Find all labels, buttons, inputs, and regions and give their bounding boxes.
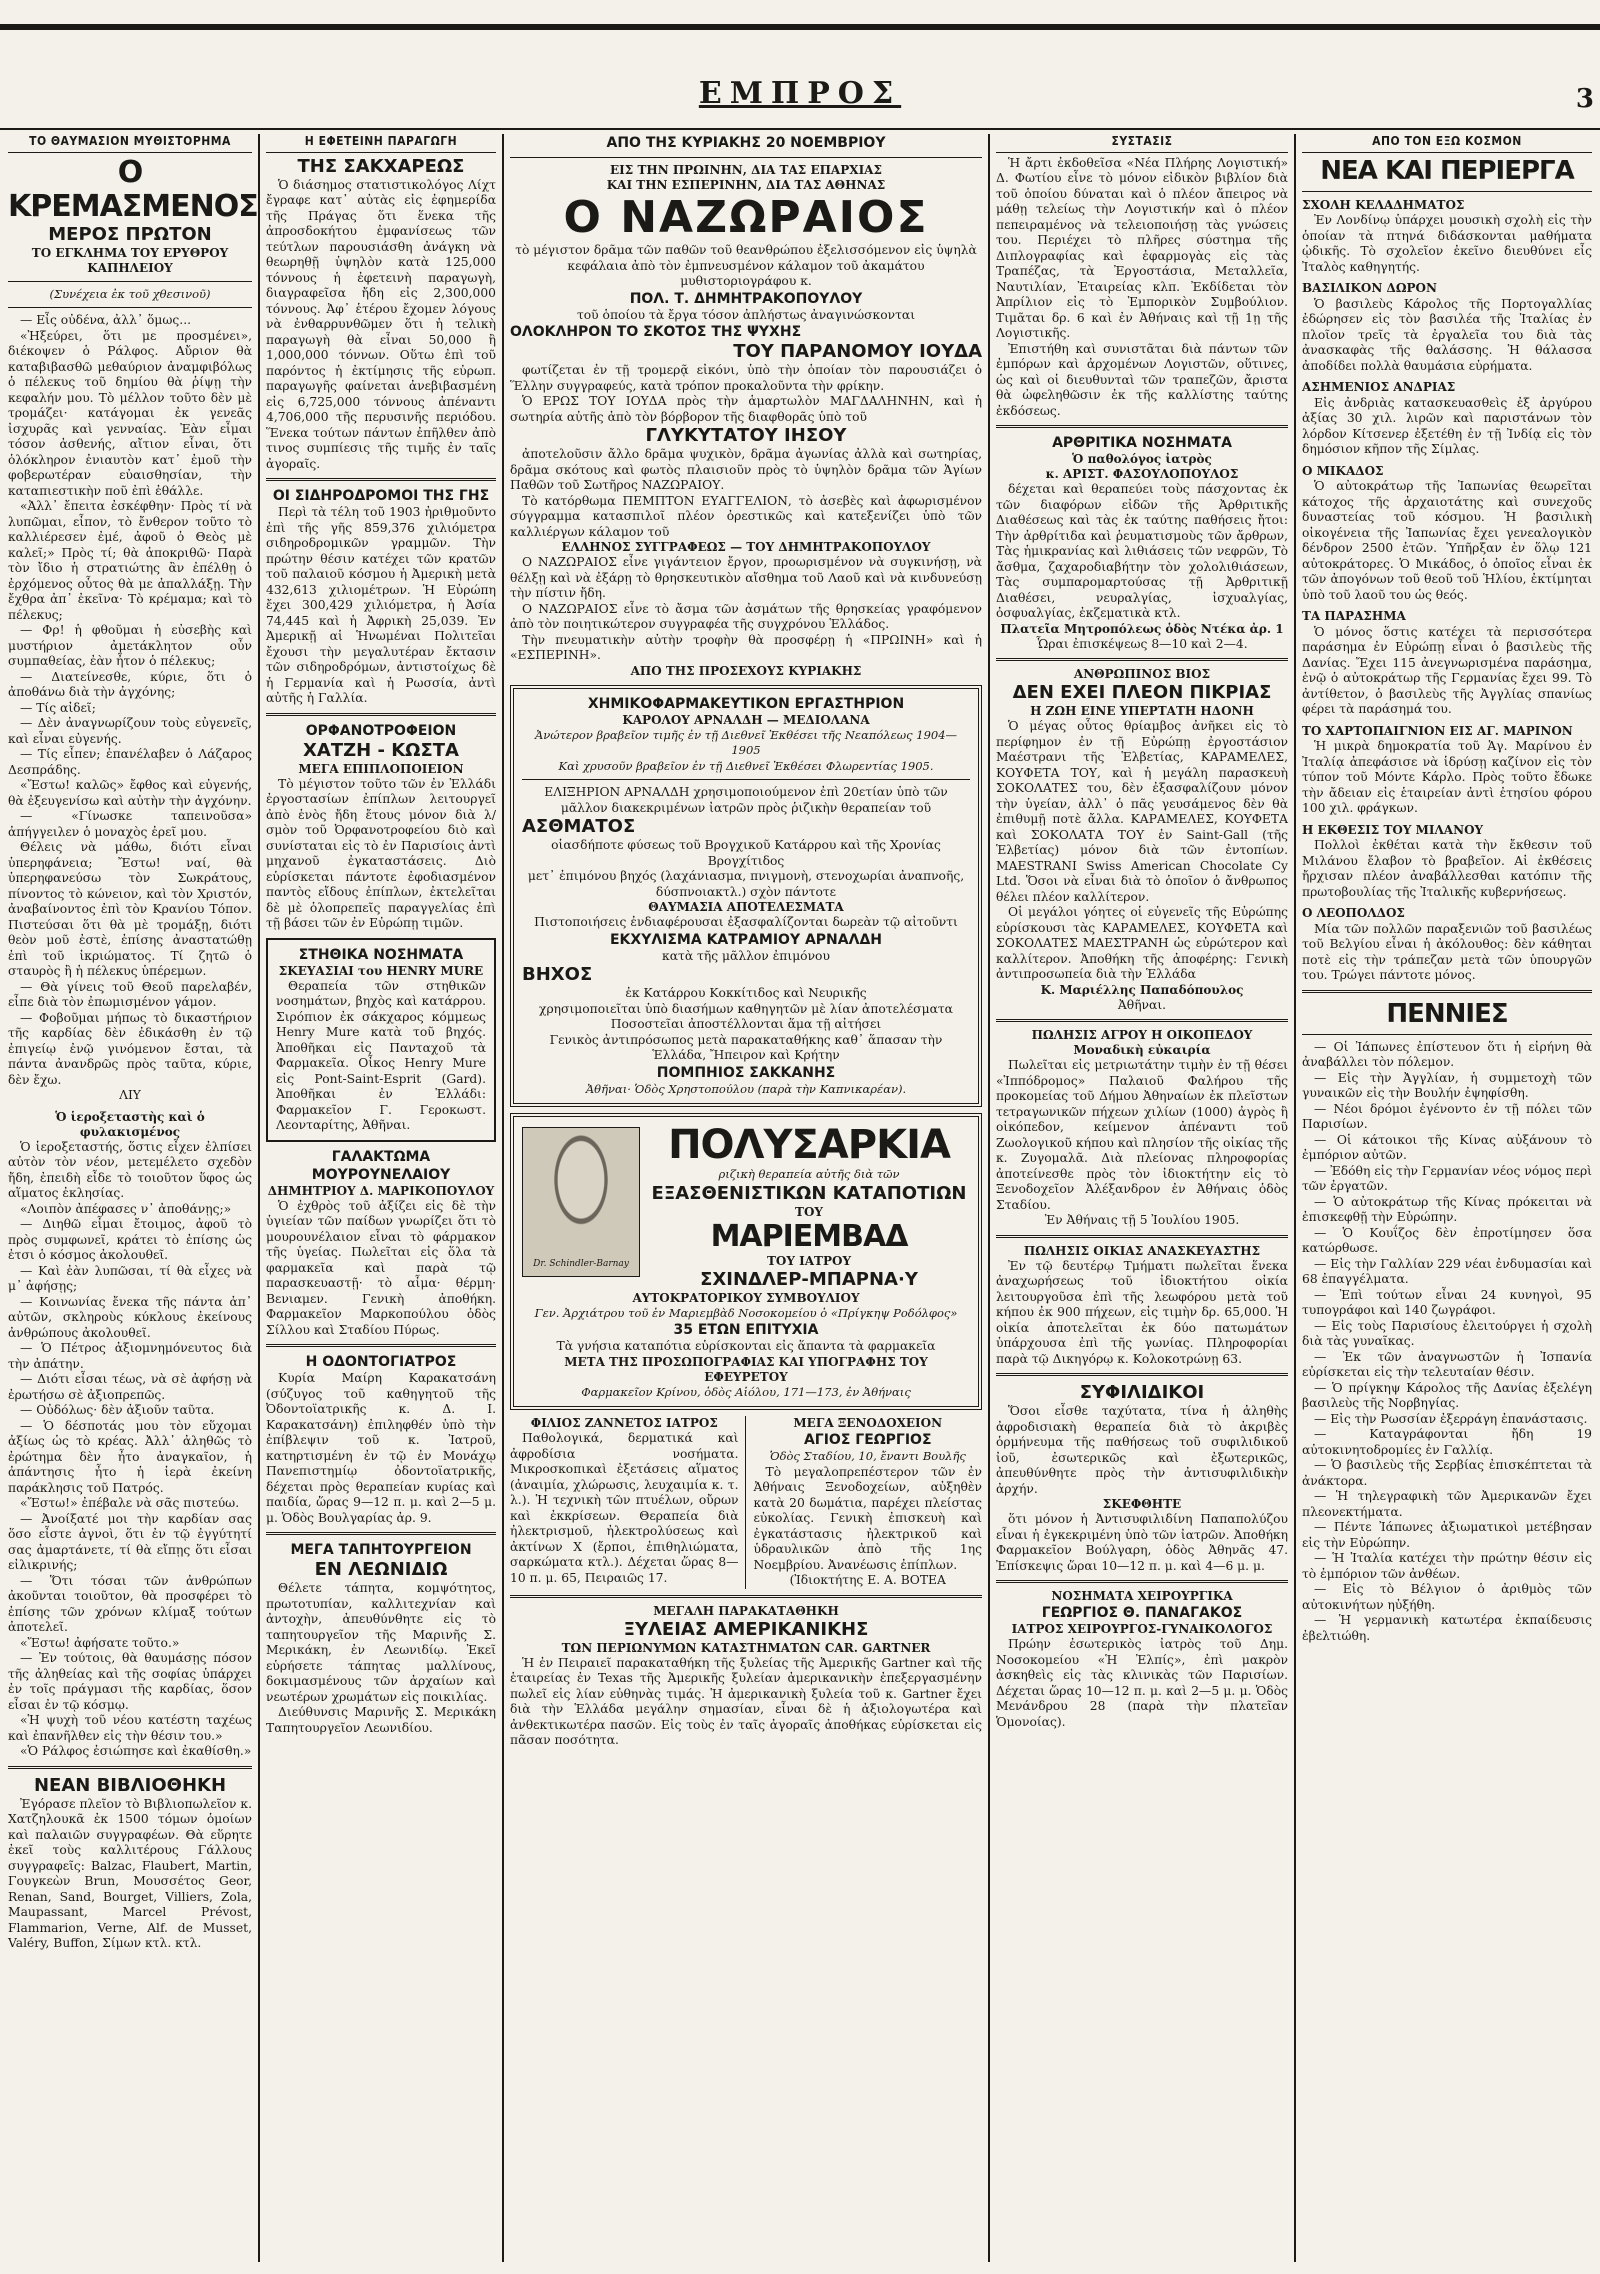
paragraph: — Κοινωνίας ἔνεκα τῆς πάντα ἀπ᾽ αὐτῶν, σκληροὺς κύκλους ἐκείνους ἀνθρώπους ἀκολουθεῖ.	[8, 1294, 252, 1340]
page-number: 3	[1575, 84, 1594, 114]
library-text: Ἐγόρασε πλεῖον τὸ Βιβλιοπωλεῖον κ. Χατζηλουκᾶ ἐκ 1500 τόμων ὁμοίων καὶ παλαιῶν συγγραφέων. Θὰ εὕρητε ἐκεῖ τοὺς καλλιτέρους Γάλλους συγγραφεῖς: Balzac, Flaubert, Martin, Γουγκεὼν Brun, Μουσσέτος Geor, Renan, Sand, Bourget, Villiers, Zola, Maupassant, Μarcel Prévost, Flammarion, Verne, Alf. de Musset, Valéry, Buffon, Σίμων κτλ. κτλ.	[8, 1796, 252, 1950]
hotel-address: Ὁδὸς Σταδίου, 10, ἔναντι Βουλῆς	[769, 1449, 966, 1463]
news-item	[1302, 464, 1592, 604]
nazoraios-desc: Ο ΝΑΖΩΡΑΙΟΣ εἶνε γιγάντειον ἔργον, προωρισμένον νὰ συγκινήσῃ, νὰ θέλξῃ καὶ νὰ ἐξάρῃ τὸ θρησκευτικὸν αἴσθημα τοῦ Λαοῦ καὶ νὰ κινδυνεύσῃ τὴν πίστιν ἤδη.	[510, 555, 982, 600]
penny-item: — Οἱ κάτοικοι τῆς Κίνας αὐξάνουν τὸ ἐμπόριον αὐτῶν.	[1302, 1132, 1592, 1162]
doctor-portrait	[522, 1127, 640, 1277]
chapter-subtitle: Ὁ ἱεροξεταστὴς καὶ ὁ φυλακισμένος	[55, 1109, 205, 1139]
paragraph: «Λοιπὸν ἀπέφασες ν᾽ ἀποθάνῃς;»	[20, 1201, 232, 1216]
news-item-text: Πολλοὶ ἐκθέται κατὰ τὴν ἔκθεσιν τοῦ Μιλάνου ἔλαβον τὸ βραβεῖον. Αἱ ἐκθέσεις ἤρχισαν πλέον ἀναβάλλεσθαι κατόπιν τῆς πρωτοβουλίας τῆς Ἰταλικῆς κυβερνήσεως.	[1302, 838, 1592, 899]
recommendation-text: Ἐπιστήθη καὶ συνιστᾶται διὰ πάντων τῶν ἐμπόρων καὶ ἀρχομένων Λογιστῶν, οὕτινες, ὡς καὶ οἱ διευθυνταὶ τῶν τραπεζῶν, ἄριστα θὰ ὠφεληθῶσιν ἐκ τῆς καλλίστης ταύτης ἐκδόσεως.	[996, 341, 1288, 418]
nazoraios-author: ΠΟΛ. Τ. ΔΗΜΗΤΡΑΚΟΠΟΥΛΟΥ	[629, 290, 863, 307]
section-kicker: ΤΟ ΘΑΥΜΑΣΙΟΝ ΜΥΘΙΣΤΟΡΗΜΑ	[8, 134, 252, 153]
nazoraios-darkness: ΟΛΟΚΛΗΡΟΝ ΤΟ ΣΚΟΤΟΣ ΤΗΣ ΨΥΧΗΣ	[510, 324, 802, 340]
dentist-title: Η ΟΔΟΝΤΟΓΙΑΤΡΟΣ	[305, 1354, 457, 1370]
penny-item: — Ἡ γερμανικὴ κατωτέρα ἐκπαίδευσις ἐβελτιώθη.	[1302, 1613, 1592, 1643]
news-item-lead: Η ΕΚΘΕΣΙΣ ΤΟΥ ΜΙΛΑΝΟΥ	[1302, 822, 1484, 837]
hotel-title: ΜΕΓΑ ΞΕΝΟΔΟΧΕΙΟΝ	[793, 1416, 943, 1430]
land-title: ΠΩΛΗΣΙΣ ΑΓΡΟΥ Η ΟΙΚΟΠΕΔΟΥ	[1031, 1028, 1253, 1042]
world-title: ΝΕΑ ΚΑΙ ΠΕΡΙΕΡΓΑ	[1320, 155, 1574, 186]
paragraph: «Ἔστω! καλῶς» ἔφθος καὶ εὐγενής, θὰ ἐξευγενίσω καὶ αὐτὴν τὴν ἀγχόνην.	[8, 778, 252, 808]
nazoraios-desc: ἀποτελοῦσιν ἄλλο δρᾶμα ψυχικὸν, δρᾶμα ἀγωνίας ἀλλὰ καὶ σωτηρίας, δρᾶμα σκότους καὶ φωτὸς πλαισιοῦν πρὸς τὸ ὑψηλὸν δρᾶμα τῶν Ἁγίων Παθῶν τοῦ Σωτῆρος ΝΑΖΩΡΑΙΟΥ.	[510, 447, 982, 492]
cod-oil-subtitle: ΔΗΜΗΤΡΙΟΥ Δ. ΜΑΡΙΚΟΠΟΥΛΟΥ	[267, 1183, 495, 1198]
penny-item: — Εἰς τὴν Ρωσσίαν ἐξερράγη ἐπανάστασις.	[1314, 1411, 1588, 1426]
news-item-text: Ὁ μόνος ὅστις κατέχει τὰ περισσότερα παράσημα ἐν Εὐρώπῃ εἶναι ὁ βασιλεὺς τῆς Δανίας. Ἔχει 115 ἀνεγνωρισμένα παράσημα, ἐνῷ ὁ αὐτοκράτωρ τῆς Γερμανίας ἔχει 99. Τὸ ἀντίθετον, ὁ βασιλεὺς τῆς Ἀγγλίας σπανίως φέρει τὰ παράσημά του.	[1302, 624, 1592, 716]
penny-item: — Ὁ πρίγκηψ Κάρολος τῆς Δανίας ἐξελέγη βασιλεὺς τῆς Νορβηγίας.	[1302, 1380, 1592, 1410]
hotel-name: ΑΓΙΟΣ ΓΕΩΡΓΙΟΣ	[803, 1432, 932, 1448]
arthritis-title: ΑΡΘΡΙΤΙΚΑ ΝΟΣΗΜΑΤΑ	[1052, 435, 1232, 451]
pennies-title: ΠΕΝΝΙΕΣ	[1386, 998, 1508, 1029]
column-news	[260, 134, 504, 2262]
obesity-text: ΑΥΤΟΚΡΑΤΟΡΙΚΟΥ ΣΥΜΒΟΥΛΙΟΥ	[632, 1290, 860, 1305]
paragraph: — Ὅτι τόσαι τῶν ἀνθρώπων ἀκοῦνται τοιοῦτον, θὰ προσφέρει τὸ ἐπίσης τῶν χρόνων κλίμαξ τούτων ἀποτελεῖ.	[8, 1573, 252, 1634]
obesity-text: ριζικὴ θεραπεία αὐτῆς διὰ τῶν	[718, 1167, 900, 1181]
lab-text: Γενικὸς ἀντιπρόσωπος μετὰ παρακαταθήκης καθ᾽ ἅπασαν τὴν Ἑλλάδα, Ἤπειρον καὶ Κρήτην	[549, 1032, 943, 1062]
paragraph: «Ἠξεύρει, ὅτι με προσμένει», διέκοψεν ὁ Ράλφος. Αὔριον θὰ καταβιβασθῶ μεθαύριον ἀναμφιβόλως ὁ πέλεκυς τοῦ δημίου θὰ ῥίψῃ τὴν κεφαλήν μου. Τὸ μέλλον τοῦτο δὲν μὲ τρομάζει· κατάγομαι ἐκ γενεᾶς ἰσχυρᾶς καὶ γενναίας. Ἐὰν εἶμαι τόσον ἀσθενής, αἴτιον εἶναι, ὅτι ὁλόκληρον ἐνιαυτὸν κατ᾽ ἐμοῦ τὴν φοβερωτέραν εὐαισθησίαν, τὴν καταπιεστικὴν ποῦ ἐπὶ ἐθάλλε.	[8, 328, 252, 498]
chest-ad-subtitle: ΣΚΕΥΑΣΙΑΙ του HENRY MURE	[278, 963, 484, 978]
masthead	[0, 70, 1600, 130]
penny-item: — Ὁ βασιλεὺς τῆς Σερβίας ἐπισκέπτεται τὰ ἀνάκτορα.	[1302, 1458, 1592, 1488]
carpet-subtitle: ΕΝ ΛΕΩΝΙΔΙΩ	[314, 1559, 448, 1580]
life-text: Οἱ μεγάλοι γόητες οἱ εὐγενεῖς τῆς Εὐρώπης εὑρίσκουσι τὰς ΚΑΡΑΜΕΛΕΣ, ΚΟΥΦΕΤΑ καὶ ΣΟΚΟΛΑΤΕΣ ΜΑΕΣΤΡΑΝΗ ὡς εὐρώτερον καὶ καλλίτερον. Ἀποθήκη τῆς ἀποφέρης: Γενικὴ ἀντιπροσωπεία διὰ τὴν Ἑλλάδα	[996, 905, 1288, 981]
lab-text: Πιστοποιήσεις ἐνδιαφέρουσαι ἐξασφαλίζονται δωρεὰν τῷ αἰτοῦντι	[534, 915, 958, 929]
orphanage-subtitle: ΜΕΓΑ ΕΠΙΠΛΟΠΟΙΕΙΟΝ	[298, 761, 464, 776]
lab-text: μετ᾽ ἐπιμόνου βηχός (λαχάνιασμα, πνιγμονὴ, στενοχωρίαι ἀναπνοῆς, δύσπνοιακτλ.) σχὸν πάντοτε	[527, 869, 965, 899]
nazoraios-title: Ο ΝΑΖΩΡΑΙΟΣ	[563, 192, 929, 243]
top-rule	[0, 0, 1600, 30]
paragraph: — Διότι εἶσαι τέως, νὰ σὲ ἀφήσῃ νὰ ἐρωτήσω σὲ ἀξιοπρεπῶς.	[8, 1372, 252, 1402]
novel-title: Ο ΚΡΕΜΑΣΜΕΝΟΣ	[8, 154, 258, 224]
syphilis-text: ὅτι μόνον ἡ Ἀντισυφιλιδίνη Παπαπολύζου εἶναι ἡ ἐγκεκριμένη ὑπὸ τῶν ἰατρῶν. Ἀποθήκη Φαρμακεῖον Βούλγαρη, ὁδὸς Ἀθηνᾶς 47. Ἐπίσκεψις ὥραι 10—12 π. μ. καὶ 4—6 μ. μ.	[996, 1512, 1288, 1573]
penny-item: — Εἰς τοὺς Παρισίους ἐλειτούργει ἡ σχολὴ διὰ τὰς γυναῖκας.	[1302, 1318, 1592, 1348]
column-world-news	[1296, 134, 1598, 2262]
paragraph: — Φοβοῦμαι μήπως τὸ δικαστήριον τῆς καρδίας δὲν ἐδικάσθη ἐν τῷ ἐπιγείῳ ἐνῷ γινόμενον ἔσται, τὰ πάντα ἀνανδρῶς πρὸς ταῦτα, κύριε, δὲν ἔχω.	[8, 1010, 252, 1087]
lab-text: ἐκ Κατάρρου Κοκκίτιδος καὶ Νευρικῆς	[625, 986, 867, 1000]
life-text: Ὁ μέγας οὗτος θρίαμβος ἀνῆκει εἰς τὸ περίφημον ἐν τῇ Εὐρώπῃ ἐργοστάσιον Μαέστρανι τῆς Ἑλβετίας, ΚΑΡΑΜΕΛΕΣ, ΚΟΥΦΕΤΑ ΤΟΥ, καὶ ἡ μεγάλη παρασκευὴ ΣΟΚΟΛΑΤΕΣ του, δὲν ἐξασφαλίζουν μόνον τὴν ὑγείαν, ἀλλ᾽ ὁ πᾶς γευσάμενος δὲν θὰ ἐπιθυμῇ ποτὲ ἄλλα. ΚΑΡΑΜΕΛΕΣ, ΚΟΥΦΕΤΑ καὶ ΣΟΚΟΛΑΤΑ ΤΟΥ ἐν Saint-Gall (τῆς Ἑλβετίας) μόνον διὰ τῶν ἐντοπίων. MAESTRANI Swiss American Chocolate Cy Ltd. Ὅσοι νὰ εἶναι διὰ τὸ ὁποῖον ὁ ἄνθρωπος θέλει πλέον καλλίτερον.	[996, 719, 1288, 904]
penny-item: — Οἱ Ἰάπωνες ἐπίστευον ὅτι ἡ εἰρήνη θὰ ἀναβάλλει τὸν πόλεμον.	[1302, 1039, 1592, 1069]
dentist-text: Κυρία Μαίρη Καρακατσάνη (σύζυγος τοῦ καθηγητοῦ τῆς Ὀδοντοϊατρικῆς κ. Δ. Ι. Καρακατσάνη) ἐπιληφθέν ὑπὸ τὴν ἐπίβλεψιν τοῦ κ. Ἰατροῦ, κατηρτισμένη ἐν τῷ ἐν Μονάχῳ Πανεπιστημίῳ ὀδοντοϊατρικῆς, δέχεται πρὸς θεραπείαν κυρίας καὶ παιδία, ὥρας 9—12 π. μ. καὶ 2—5 μ. μ. Ὁδὸς Βουλγαρίας ἀρ. 9.	[266, 1371, 496, 1525]
chest-disease-ad	[266, 938, 496, 1142]
house-title: ΠΩΛΗΣΙΣ ΟΙΚΙΑΣ ΑΝΑΣΚΕΥΑΣΤΗΣ	[1023, 1243, 1261, 1258]
novel-subtitle: ΤΟ ΕΓΚΛΗΜΑ ΤΟΥ ΕΡΥΘΡΟΥ ΚΑΠΗΛΕΙΟΥ	[31, 245, 229, 275]
lab-asthma: ΑΣΘΜΑΤΟΣ	[522, 816, 636, 837]
nazoraios-desc: Τὴν πνευματικὴν αὐτὴν τροφὴν θὰ προσφέρῃ ἡ «ΠΡΩΙΝΗ» καὶ ἡ «ΕΣΠΕΡΙΝΗ».	[510, 632, 982, 662]
news-item-text: Ἡ μικρὰ δημοκρατία τοῦ Ἁγ. Μαρίνου ἐν Ἰταλίᾳ ἀπεφάσισε νὰ ἱδρύσῃ καζίνον εἰς τὸν τύπον τοῦ Μόντε Κάρλο. Πρὸς τοῦτο ἔδωκε τὴν ἄδειαν εἰς ἑταιρείαν ἀντὶ ἐτησίου φόρου 100 χιλ. φράγκων.	[1302, 739, 1592, 815]
sugar-text: Ὁ διάσημος στατιστικολόγος Λίχτ ἔγραφε κατ᾽ αὐτὰς εἰς ἐφημερίδα τῆς Πράγας ὅτι ἕνεκα τῆς ἀπροσδοκήτου ἐμφανίσεως τῶν τεύτλων παρουσιάσθη ἀνάγκη νὰ θεωρηθῇ ὑψηλὸν κατὰ 125,000 τόννους ἡ ἐφετεινὴ παραγωγὴ, διαγραφεῖσα ἤδη εἰς 2,300,000 τόννους. Ἀφ᾽ ἑτέρου ἔχομεν λόγους νὰ ἐνθαρρυνθῶμεν ὅτι ἡ τελικὴ παραγωγὴ θὰ εἶναι 50,000 ἢ 1,000,000 τόννων. Οὕτω ἐπὶ τοῦ παρόντος ἡ ἐκτίμησις τῆς εὐρωπ. παραγωγῆς φαίνεται ἀνεβιβασμένη εἰς 6,725,000 τόννους ἀπέναντι 4,706,000 τῆς περυσινῆς περιόδου. Ἕνεκα τούτων πάντων ἐπῆλθεν ἀπὸ τινος συμπίεσις τῆς τιμῆς ἐν ταῖς ἀγοραῖς.	[266, 177, 496, 471]
news-item	[1302, 906, 1592, 984]
obesity-text: ΤΟΥ ΙΑΤΡΟΥ	[766, 1253, 852, 1268]
paragraph: — Φρ! ἡ φθοῦμαι ἡ εὐσεβὴς καὶ μυστήριον ἀμετάκλητον οὖν συμπαθείας, ἐὰν ἦτον ὁ πέλεκυς;	[8, 623, 252, 668]
news-item-text: Ἐν Λονδίνῳ ὑπάρχει μουσικὴ σχολὴ εἰς τὴν ὁποίαν τὰ πτηνά διδάσκονται μαθήματα ᾠδικῆς. Τὸ σχολεῖον ἐκεῖνο διευθύνει εἶς Ἰταλὸς καθηγητής.	[1302, 213, 1592, 274]
obesity-signature-note: ΜΕΤΑ ΤΗΣ ΠΡΟΣΩΠΟΓΡΑΦΙΑΣ ΚΑΙ ΥΠΟΓΡΑΦΗΣ ΤΟΥ ΕΦΕΥΡΕΤΟΥ	[564, 1354, 928, 1384]
news-item-text: Ὁ αὐτοκράτωρ τῆς Ἰαπωνίας θεωρεῖται κάτοχος τῆς ἀρχαιοτάτης καὶ συνεχοῦς δυναστείας τοῦ κόσμου. Ἡ βασιλικὴ οἰκογένεια τῆς Ἰαπωνίας ἔχει γενεαλογικὸν δένδρον 2500 ἐτῶν. Ὑπῆρξαν ἐν ὅλῳ 121 αὐτοκράτορες. Ὁ Μικάδος, ὁ ὁποῖος εἶναι ἐκ τῶν ἀπογόνων τοῦ θεοῦ τοῦ Ἡλίου, ἐκτίμηται ὑπὸ τοῦ λαοῦ του ὡς θεός.	[1302, 479, 1592, 602]
surgeon-subtitle: ΙΑΤΡΟΣ ΧΕΙΡΟΥΡΓΟΣ-ΓΥΝΑΙΚΟΛΟΓΟΣ	[1011, 1622, 1273, 1636]
paragraph: — Ὁ δέσποτάς μου τὸν εὕχομαι ἀξίως ὡς τὸ κρέας. Ἀλλ᾽ ἀληθῶς τὸ ἐρώτημα δὲν ἦτο ἀναγκαῖον, ἡ ἀπάντησις ἦτο ἡ ἱερὰ ἐκείνη παράκλησις τοῦ Πατρός.	[8, 1418, 252, 1495]
arthritis-text: δέχεται καὶ θεραπεύει τοὺς πάσχοντας ἐκ τῶν διαφόρων εἰδῶν τῆς Ἀρθριτικῆς Διαθέσεως καὶ τὰς ἐκ ταύτης παθήσεις ἤτοι: Τὴν ἀρθρίτιδα καὶ ῥευματισμοὺς τῶν ἄρθρων, Τὰς ἡμικρανίας καὶ λιθιάσεις τῶν νεφρῶν, Τὸ ἄσθμα, ζαχαροδιαβήτην τὸν χολολιθιάσεων, Τὰς συμπαρομαρτούσας τῇ Ἀρθριτικῇ Διαθέσει, νευραλγίας, ἰσχυαλγίας, ὀσφυαλγίας, ἐκζεματικὰ κτλ.	[996, 482, 1288, 620]
nazoraios-jesus: ΓΛΥΚΥΤΑΤΟΥ ΙΗΣΟΥ	[645, 425, 847, 446]
nazoraios-desc: Τὸ κατόρθωμα ΠΕΜΠΤΟΝ ΕΥΑΓΓΕΛΙΟΝ, τὸ ἀσεβὲς καὶ ἀφωρισμένον σύγγραμμα κατασπιλοῖ πλέον ὀρεστικῶς καὶ κατεξενίζει ὑπὸ τῶν καλλιέργων κάλαμον τοῦ	[510, 493, 982, 539]
obesity-pills: ΕΞΑΣΘΕΝΙΣΤΙΚΩΝ ΚΑΤΑΠΟΤΙΩΝ	[651, 1182, 967, 1204]
paragraph: «Ἔστω!» ἐπέβαλε νὰ σᾶς πιστεύω.	[20, 1496, 240, 1510]
life-kicker: ΑΝΘΡΩΠΙΝΟΣ ΒΙΟΣ	[1073, 667, 1211, 681]
column-advertisements	[504, 134, 990, 2262]
life-subtitle: Η ΖΩΗ ΕΙΝΕ ΥΠΕΡΤΑΤΗ ΗΔΟΝΗ	[1030, 704, 1254, 718]
library-title: ΝΕΑΝ ΒΙΒΛΙΟΘΗΚΗ	[33, 1774, 227, 1796]
obesity-text: Γεν. Ἀρχιάτρου τοῦ ἐν Μαριεμβὰδ Νοσοκομείου ὁ «Πρίγκηψ Ροδόλφος»	[534, 1305, 958, 1320]
paragraph: — Τίς εἶπεν; ἐπανέλαβεν ὁ Λάζαρος Δεσπράδης.	[8, 747, 252, 777]
lab-text: κατὰ τῆς μᾶλλον ἐπιμόνου	[662, 948, 830, 963]
paragraph: — Εἶς οὐδένα, ἀλλ᾽ ὅμως...	[20, 313, 192, 327]
column-notices	[990, 134, 1296, 2262]
penny-item: — Πέντε Ἰάπωνες ἀξιωματικοὶ μετέβησαν εἰς τὴν Εὐρώπην.	[1302, 1520, 1592, 1550]
column-serial-novel	[2, 134, 260, 2262]
lab-text: οἱασδήποτε φύσεως τοῦ Βρογχικοῦ Κατάρρου καὶ τῆς Χρονίας Βρογχίτιδος	[551, 838, 941, 868]
news-item	[1302, 198, 1592, 276]
paragraph: Θέλεις νὰ μάθω, διότι εἶναι ὑπερηφάνεια; Ἔστω! ναί, θὰ ὑπερηφανεύσω τὸν Σωκράτους, πίνοντος τὸ κώνειον, καὶ τὸν Χριστόν, ἀναβαίνοντος ἐπὶ τὸν Κρανίου Τόπον. Πιστεύσαι ὅτι θὰ μὲ τρομάξῃ, διότι θεὸν μοῦ ἐστὲ, ἐπίσης ἀναστατώθῃ ἐπὶ τοῦ ἰκριώματος. Τί ζητῶ ὁ σταυρὸς ἢ ἡ πέλεκυς ὑπέρεμων.	[8, 840, 252, 978]
life-address: Ἀθῆναι.	[1117, 997, 1167, 1012]
news-item-text: Μία τῶν πολλῶν παραξενιῶν τοῦ βασιλέως τοῦ Βελγίου εἶναι ἡ ἀκόλουθος: δὲν κάθηται ποτὲ εἰς τὴν τράπεζαν μετὰ τῶν ὑπουργῶν του. Τρώγει πάντοτε μόνος.	[1302, 921, 1592, 982]
news-item-text: Ὁ βασιλεὺς Κάρολος τῆς Πορτογαλλίας ἐδώρησεν εἰς τὸν βασιλέα τῆς Ἰταλίας ἐν πλοῖον τρεῖς τὰ ἐργαλεῖα του διὰ τὰς ἀνασκαφὰς τῆς θαλάσσης. Ἡ θάλασσα ἀποδίδει πολλὰ θαυμάσια εὑρήματα.	[1302, 296, 1592, 373]
novel-text-2	[8, 1140, 252, 1760]
lab-results: ΘΑΥΜΑΣΙΑ ΑΠΟΤΕΛΕΣΜΑΤΑ	[648, 900, 844, 914]
arthritis-subtitle: Ὁ παθολόγος ἰατρὸς	[1072, 452, 1212, 466]
sugar-kicker: Η ΕΦΕΤΕΙΝΗ ΠΑΡΑΓΩΓΗ	[266, 134, 496, 153]
lab-award2: Καὶ χρυσοῦν βραβεῖον ἐν τῇ Διεθνεῖ Ἐκθέσει Φλωρεντίας 1905.	[558, 758, 934, 773]
land-date: Ἐν Ἀθήναις τῇ 5 Ἰουλίου 1905.	[1044, 1213, 1240, 1227]
penny-item: — Εἰς τὸ Βέλγιον ὁ ἀριθμὸς τῶν αὐτοκινήτων ηὐξήθη.	[1302, 1582, 1592, 1612]
timber-title: ΞΥΛΕΙΑΣ ΑΜΕΡΙΚΑΝΙΚΗΣ	[623, 1618, 869, 1640]
news-item-lead: Ο ΛΕΟΠΟΛΔΟΣ	[1302, 906, 1405, 920]
railways-text: Περὶ τὰ τέλη τοῦ 1903 ἠριθμοῦντο ἐπὶ τῆς γῆς 859,376 χιλιόμετρα σιδηροδρομικῶν γραμμῶν. Τὴν πρώτην θέσιν κατέχει τῶν κρατῶν τοῦ παλαιοῦ κόσμου ἡ Ἀμερικὴ μετὰ 432,613 χιλιομέτρων. Ἡ Εὐρώπη ἔχει 300,429 χιλιόμετρα, ἡ Ἀσία 74,445 καὶ ἡ Ἀφρικὴ 25,039. Ἐν Ἀμερικῇ αἱ Ἡνωμέναι Πολιτεῖαι ἔχουσι τὴν μεγαλυτέραν ἔκτασιν τῶν σιδηροδρόμων, ἀντιστοίχως δὲ ἡ Γερμανία καὶ ἡ Ρωσσία, ἀντὶ αὐτῆς ἡ Γαλλία.	[266, 505, 496, 705]
cod-oil-title: ΓΑΛΑΚΤΩΜΑ ΜΟΥΡΟΥΝΕΛΑΙΟΥ	[311, 1148, 451, 1183]
zannetos-ad	[510, 1416, 746, 1589]
syphilis-text: Ὅσοι εἶσθε ταχύτατα, τίνα ἡ ἀληθὴς ἀφροδισιακὴ θεραπεία διὰ τὸ ἀκριβὲς ὁρμήνευμα τῆς παθήσεως τοῦ συφιλιδικοῦ ἰοῦ, ἐσωτερικῶς καὶ ἐξωτερικῶς, ἀπευθύνθητε πρὸς τὴν ἀντισυφιλιδικὴν ἀρχήν.	[996, 1404, 1288, 1496]
penny-item: — Ἐκ τῶν ἀναγνωστῶν ἡ Ἰσπανία εὐρίσκεται εἰς τὴν τελευταίαν θέσιν.	[1302, 1349, 1592, 1379]
nazoraios-desc: φωτίζεται ἐν τῇ τρομερᾷ εἰκόνι, ὑπὸ τὴν ὁποίαν τὸν παρουσιάζει ὁ Ἕλλην συγγραφεύς, κατὰ τρόπον προκαλοῦντα τὴν φρίκην.	[510, 363, 982, 393]
newspaper-title: ΕΜΠΡΟΣ	[698, 76, 902, 111]
nazoraios-line2: ΚΑΙ ΤΗΝ ΕΣΠΕΡΙΝΗΝ, ΔΙΑ ΤΑΣ ΑΘΗΝΑΣ	[606, 178, 886, 192]
hotel-sign: (Ἰδιοκτήτης Ε. Α. ΒΟΤΕΑ	[789, 1573, 946, 1587]
penny-item: — Ἐδόθη εἰς τὴν Γερμανίαν νέος νόμος περὶ τῶν ἐργατῶν.	[1302, 1163, 1592, 1193]
doctor-hotel-row	[510, 1416, 982, 1589]
news-item	[1302, 281, 1592, 374]
timber-text: Ἡ ἐν Πειραιεῖ παρακαταθήκη τῆς ξυλείας τῆς Ἀμερικῆς Gartner καὶ τῆς ἑταιρείας ἐν Texas τῆς Ἀμερικῆς ξυλείαν ἀμερικανικὴν ἐπεξεργασμένην πωλεῖ εἰς λίαν εὐθηνὰς τιμάς. Ἡ ἀμερικανικὴ ξυλεία τοῦ κ. Gartner ἔχει διὰ τὴν Ἑλλάδα μεγάλην σημασίαν, εἶναι δὲ ἡ ἀξιολογωτέρα καὶ ἀνθεκτικωτέρα πασῶν. Εἰς τοὺς ἐν ταῖς ἀγοραῖς ἀποθήκας εὑρίσκεται εἰς πᾶσαν ποσότητα.	[510, 1655, 982, 1747]
hotel-ad	[754, 1416, 983, 1589]
lab-text: χρησιμοποιεῖται ὑπὸ διασήμων καθηγητῶν μὲ λίαν ἀποτελέσματα Ποσοστεῖαι ἀποστέλλονται ἅμα τῇ αἰτήσει	[539, 1001, 953, 1031]
syphilis-subtitle: ΣΚΕΦΘΗΤΕ	[1102, 1497, 1182, 1511]
nazoraios-kicker: ΑΠΟ ΤΗΣ ΚΥΡΙΑΚΗΣ 20 ΝΟΕΜΒΡΙΟΥ	[606, 135, 886, 151]
obesity-doctor: ΣΧΙΝΔΛΕΡ-ΜΠΑΡΝΑ·Υ	[700, 1268, 918, 1290]
chapter-number: ΛΙΥ	[119, 1088, 141, 1102]
lab-title: ΧΗΜΙΚΟΦΑΡΜΑΚΕΥΤΙΚΟΝ ΕΡΓΑΣΤΗΡΙΟΝ	[587, 695, 905, 712]
zannetos-text: Παθολογικά, δερματικά καὶ ἀφροδίσια νοσήματα. Μικροσκοπικαὶ ἐξετάσεις αἵματος (ἀναιμία, χλώρωσις, λευχαιμία κ. τ. λ.). Ἡ τεχνικὴ τῶν πτυέλων, οὔρων καὶ ἐκκρίσεων. Θεραπεία διὰ ἠλεκτρισμοῦ, ἠλεκτρολύσεως καὶ ἀκτίνων Χ (ἔρποι, ἐπιθηλιώματα, σαρκώματα κτλ.). Δέχεται ὥρας 8—10 π. μ. 65, Πειραιῶς 17.	[510, 1431, 739, 1585]
paragraph: — Καὶ ἐὰν λυπῶσαι, τί θὰ εἶχες νὰ μ᾽ ἀφήσῃς;	[8, 1263, 252, 1293]
carpet-title: ΜΕΓΑ ΤΑΠΗΤΟΥΡΓΕΙΟΝ	[290, 1542, 472, 1558]
arthritis-hours: Ὧραι ἐπισκέψεως 8—10 καὶ 2—4.	[1036, 636, 1248, 651]
zannetos-title: ΦΙΛΙΟΣ ΖΑΝΝΕΤΟΣ ΙΑΤΡΟΣ	[530, 1416, 718, 1430]
cod-oil-text: Ὁ ἐχθρὸς τοῦ ἀξίζει εἰς δὲ τὴν ὑγιείαν τῶν παίδων γνωρίζει ὅτι τὸ μουρουνέλαιον εἶναι τὸ φάρμακον τῆς ὑγείας. Πωλεῖται εἰς ὅλα τὰ φαρμακεῖα καὶ παρὰ τῷ παρασκευαστῇ· τὸ αἶμα· θέρμη· Βενιαμεν. Γενικὴ ἀποθήκη. Φαρμακεῖον Μαρκοπούλου ὁδὸς Σίλλου καὶ Σταδίου Πύρως.	[266, 1198, 496, 1337]
lab-tar: ΕΚΧΥΛΙΣΜΑ ΚΑΤΡΑΜΙΟΥ ΑΡΝΑΛΔΗ	[609, 931, 882, 948]
news-item-lead: ΣΧΟΛΗ ΚΕΛΑΔΗΜΑΤΟΣ	[1302, 197, 1465, 212]
house-text: Ἐν τῷ δευτέρῳ Τμήματι πωλεῖται ἕνεκα ἀναχωρήσεως τοῦ ἰδιοκτήτου οἰκία λειτουργοῦσα ἐπὶ τῆς λεωφόρου μετὰ τοῦ κήπου ἐκ 900 πήχεων, εἰς τιμὴν δρ. 65,000. Ἡ οἰκία ἀποτελεῖται ἐκ δύο πατωμάτων ὑπάρχουσα ἐπὶ τῆς γωνίας. Πληροφορίαι παρὰ τῷ Δικηγόρῳ κ. Κολοκοτρώνῃ 63.	[996, 1258, 1288, 1366]
nazoraios-author2: ΕΛΛΗΝΟΣ ΣΥΓΓΡΑΦΕΩΣ — ΤΟΥ ΔΗΜΗΤΡΑΚΟΠΟΥΛΟΥ	[561, 540, 931, 554]
syphilis-title: ΣΥΦΙΛΙΔΙΚΟΙ	[1079, 1382, 1205, 1403]
news-item-lead: ΤΑ ΠΑΡΑΣΗΜΑ	[1302, 609, 1406, 623]
penny-item: — Νέοι δρόμοι ἐγένοντο ἐν τῇ πόλει τῶν Παρισίων.	[1302, 1101, 1592, 1131]
news-item-lead: Ο ΜΙΚΑΔΟΣ	[1302, 463, 1384, 478]
nazoraios-desc: τὸ μέγιστον δρᾶμα τῶν παθῶν τοῦ θεανθρώπου ἐξελισσόμενον εἰς ὑψηλὰ κεφάλαια ἀπὸ τὸν ἐμπνευσμένον κάλαμον τοῦ ἀκαμάτου μυθιστοριογράφου κ.	[515, 243, 977, 288]
lab-address: Ἀθῆναι· Ὁδὸς Χρηστοπούλου (παρὰ τὴν Καπνικαρέαν).	[585, 1081, 907, 1096]
railways-title: ΟΙ ΣΙΔΗΡΟΔΡΟΜΟΙ ΤΗΣ ΓΗΣ	[272, 488, 490, 504]
world-kicker: ΑΠΟ ΤΟΝ ΕΞΩ ΚΟΣΜΟΝ	[1302, 134, 1592, 153]
penny-item: — Ὁ αὐτοκράτωρ τῆς Κίνας πρόκειται νὰ ἐπισκεφθῇ τὴν Εὐρώπην.	[1302, 1194, 1592, 1224]
timber-subtitle: ΤΩΝ ΠΕΡΙΩΝΥΜΩΝ ΚΑΤΑΣΤΗΜΑΤΩΝ CAR. GARTNER	[561, 1640, 931, 1655]
penny-item: — Καταγράφονται ἤδη 19 αὐτοκινητοδρομίες ἐν Γαλλίᾳ.	[1302, 1427, 1592, 1457]
paragraph: «Ἡ ψυχὴ τοῦ νέου κατέστη ταχέως καὶ ἐπανῆλθεν εἰς τὴν θέσιν του.»	[8, 1713, 252, 1743]
nazoraios-footer: ΑΠΟ ΤΗΣ ΠΡΟΣΕΧΟΥΣ ΚΥΡΙΑΚΗΣ	[630, 663, 862, 678]
obesity-text: ΤΟΥ	[795, 1204, 823, 1219]
recommendation-kicker: ΣΥΣΤΑΣΙΣ	[996, 134, 1288, 153]
news-item-lead: ΑΣΗΜΕΝΙΟΣ ΑΝΔΡΙΑΣ	[1302, 380, 1456, 394]
lab-agent: ΠΟΜΠΗΙΟΣ ΣΑΚΚΑΝΗΣ	[656, 1064, 836, 1081]
news-item	[1302, 380, 1592, 458]
penny-item: — Ἡ τηλεγραφικὴ τῶν Ἀμερικανῶν ἔχει πλεονεκτήματα.	[1302, 1489, 1592, 1519]
penny-item: — Ἡ Ἰταλία κατέχει τὴν πρώτην θέσιν εἰς τὸ ἐμπόριον τῶν ἀνθέων.	[1302, 1551, 1592, 1581]
chemical-lab-ad	[510, 685, 982, 1108]
paragraph: «Ὁ Ράλφος ἐσιώπησε καὶ ἐκαθίσθη.»	[20, 1744, 252, 1758]
nazoraios-desc: Ὁ ΕΡΩΣ ΤΟΥ ΙΟΥΔΑ πρὸς τὴν ἁμαρτωλὸν ΜΑΓΔΑΛΗΝΗΝ, καὶ ἡ σωτηρία αὐτῆς ἀπὸ τὸν βόρβορον τῆς διαφθορᾶς ὑπὸ τοῦ	[510, 394, 982, 424]
lab-award: Ἀνώτερον βραβεῖον τιμῆς ἐν τῇ Διεθνεῖ Ἐκθέσει τῆς Νεαπόλεως 1904—1905	[534, 727, 958, 757]
paragraph: «Ἀλλ᾽ ἔπειτα ἐσκέφθην· Πρὸς τί νὰ λυπῶμαι, εἶπον, τὸ ἔνθερον τοῦτο τὸ καλλιέρεσεν ἐμέ, ἀφοῦ ὁ Θεὸς μὲ καλεῖ;» Πρὸς τί; θὰ ἀποκριθῶ· Παρὰ τὸν ἴδιο ἡ στρατιώτης ἂν ἐπέλθῃ ὁ ἐρχόμενος οὗτος θὰ με ἀπαλλάξῃ. Τὴν ἔχθρα ἀπ᾽ ἐκεῖνα· Τὸ κρέμαμα; καὶ τὸ πέλεκυς;	[8, 499, 252, 622]
paragraph: — Ὁ Πέτρος ἀξιομνημόνευτος διὰ τὴν ἀπάτην.	[8, 1341, 252, 1371]
life-title: ΔΕΝ ΕΧΕΙ ΠΛΕΟΝ ΠΙΚΡΙΑΣ	[1012, 682, 1272, 703]
paragraph: — Διηθῶ εἶμαι ἔτοιμος, ἀφοῦ τὸ πρὸς συμφωνεῖ, κράτει τὸ ἐπίσης ὡς ἐτσι ὁ κόσμος ἀκολουθεῖ.	[8, 1217, 252, 1262]
obesity-address: Φαρμακεῖον Κρίνου, ὁδὸς Αἰόλου, 171—173, ἐν Ἀθήναις	[581, 1384, 911, 1399]
pennies-list	[1302, 1040, 1592, 1645]
surgeon-kicker: ΝΟΣΗΜΑΤΑ ΧΕΙΡΟΥΡΓΙΚΑ	[1051, 1589, 1233, 1603]
timber-kicker: ΜΕΓΑΛΗ ΠΑΡΑΚΑΤΑΘΗΚΗ	[653, 1603, 839, 1618]
obesity-title: ΠΟΛΥΣΑΡΚΙΑ	[668, 1122, 950, 1168]
carpet-text: Θέλετε τάπητα, κομψότητος, πρωτοτυπίαν, καλλιτεχνίαν καὶ ἀντοχὴν, ἀπευθύνθητε εἰς τὸ ταπητουργεῖον τῆς Μαρινῆς Σ. Μερικάκη, ἐν Λεωνιδίῳ. Ἐκεῖ εὑρήσετε τάπητας μαλλίνους, δοκιμασμένους τῶν ἀρχαίων καὶ νεωτέρων χρωμάτων εἰς ποικιλίας.	[266, 1581, 496, 1704]
chest-ad-text: Θεραπεία τῶν στηθικῶν νοσημάτων, βηχὸς καὶ κατάρρου. Σιρόπιον ἐκ σάκχαρος κόμμεως Henry Mure κατὰ τοῦ βηχός. Ἀποθῆκαι εἰς Πανταχοῦ τὰ Φαρμακεῖα. Οἶκος Henry Mure εἰς Pont-Saint-Esprit (Gard). Ἀποθῆκαι ἐν Ἑλλάδι: Φαρμακεῖον Γ. Γεροκωστ. Λεονταρίτης, Ἀθῆναι.	[276, 978, 486, 1132]
paragraph: «Ἔστω! ἀφήσατε τοῦτο.»	[20, 1635, 180, 1650]
lab-cough: ΒΗΧΟΣ	[522, 964, 593, 985]
paragraph: — Ἀνοίξατέ μοι τὴν καρδίαν σας ὅσο εἶστε ἀγνοὶ, ὅτι ἐν τῷ ἐγγύτητί σας ἀμαρτάνετε, τί θὰ εἴπῃς ὅτι εἶσαι εἰλικρινής;	[8, 1511, 252, 1572]
news-item	[1302, 823, 1592, 901]
news-item-lead: ΤΟ ΧΑΡΤΟΠΑΙΓΝΙΟΝ ΕΙΣ ΑΓ. ΜΑΡΙΝΟΝ	[1302, 723, 1573, 738]
obesity-ad	[510, 1113, 982, 1410]
novel-part: ΜΕΡΟΣ ΠΡΩΤΟΝ	[48, 223, 212, 245]
obesity-years: 35 ΕΤΩΝ ΕΠΙΤΥΧΙΑ	[673, 1322, 819, 1338]
sugar-title: ΤΗΣ ΣΑΚΧΑΡΕΩΣ	[297, 155, 465, 177]
land-subtitle: Μοναδικὴ εὐκαιρία	[1073, 1043, 1211, 1057]
news-item	[1302, 724, 1592, 817]
lab-subtitle: ΚΑΡΟΛΟΥ ΑΡΝΑΛΔΗ — ΜΕΔΙΟΛΑΝΑ	[622, 712, 870, 727]
news-item-text: Εἰς ἀνδριὰς κατασκευασθεὶς ἐξ ἀργύρου ἀξίας 30 χιλ. λιρῶν καὶ παριστάνων τὸν λόρδον Κίτσενερ ἐξετέθη ἐν τῇ Ἰνδίᾳ εἰς τὸν δημόσιον κῆπον τῆς Σίμλας.	[1302, 395, 1592, 456]
paragraph: — Διατείνεσθε, κύριε, ὅτι ὁ ἀποθάνω διὰ τὴν ἀγχόνης;	[8, 669, 252, 699]
penny-item: — Εἰς τὴν Γαλλίαν 229 νέαι ἐνδυμασίαι καὶ 68 ἐπαγγέλματα.	[1302, 1256, 1592, 1286]
paragraph: — Θὰ γίνεις τοῦ Θεοῦ παρελαβέν, εἶπε διὰ τὸν ἐπωμισμένον γάμον.	[8, 979, 252, 1009]
hotel-text: Τὸ μεγαλοπρεπέστερον τῶν ἐν Ἀθήναις Ξενοδοχείων, αὐξηθὲν κατὰ 20 δωμάτια, παρέχει πλείστας εὐκολίας. Γενικὴ ἐπισκευὴ καὶ ἐγκατάστασις ἠλεκτρικοῦ καὶ ὑδραυλικῶν ἀπὸ τῆς 1ης Νοεμβρίου. Ἀνανέωσις ἐπίπλων.	[753, 1464, 982, 1572]
news-item	[1302, 609, 1592, 718]
chest-ad-title: ΣΤΗΘΙΚΑ ΝΟΣΗΜΑΤΑ	[298, 946, 464, 963]
orphanage-title: ΧΑΤΖΗ - ΚΩΣΤΑ	[303, 739, 459, 761]
penny-item: — Εἰς τὴν Ἀγγλίαν, ἡ συμμετοχὴ τῶν γυναικῶν εἰς τὴν Βουλήν ἐψηφίσθη.	[1302, 1070, 1592, 1100]
novel-text	[8, 313, 252, 1104]
lab-text: ΕΛΙΞΗΡΙΟΝ ΑΡΝΑΛΔΗ χρησιμοποιούμενον ἐπὶ 20ετίαν ὑπὸ τῶν μᾶλλον διακεκριμένων ἰατρῶν πρὸς ῥιζικὴν θεραπείαν τοῦ	[544, 785, 948, 815]
penny-item: — Ὁ Κουΐζος δὲν ἐπροτίμησεν ὅσα κατώρθωσε.	[1302, 1225, 1592, 1255]
recommendation-text: Ἡ ἄρτι ἐκδοθεῖσα «Νέα Πλήρης Λογιστική» Δ. Φωτίου εἶνε τὸ μόνον εἰδικὸν βιβλίον διὰ τοῦ ὁποίου δύναται καὶ ὁ πλέον ἄπειρος νὰ μάθῃ τελείως τὴν Λογιστικήν καὶ ὁ πλέον πεπειραμένος νὰ τελειοποιήσῃ τὰς γνώσεις του. Περιέχει τὸ πλῆρες σύστημα τῆς Διπλογραφίας καὶ ἐφαρμογὰς εἰς τὰς Τραπέζας, τὰ Ἐργοστάσια, Μεταλλεῖα, Ναυτιλίαν, Ἐταιρείας κλπ. Ἐκδίδεται τὸν Ἀπρίλιον εἰς τὸ Ἐμπορικὸν Συμβούλιον. Τιμᾶται δρ. 6 καὶ ἐν Ἀθήναις καὶ τῇ 1ῃ τῆς Λογιστικῆς.	[996, 155, 1288, 340]
paragraph: — «Γίνωσκε ταπεινοῦσα» ἀπήγγειλεν ὁ μοναχὸς ἐρεῖ μου.	[8, 809, 252, 839]
continued-note: (Συνέχεια ἐκ τοῦ χθεσινοῦ)	[49, 286, 211, 301]
land-text: Πωλεῖται εἰς μετριωτάτην τιμὴν ἐν τῇ θέσει «Ἱππόδρομος» Παλαιοῦ Φαλήρου τῆς προκομείας τοῦ Δήμου Ἀθηναίων ἐκ πλεῖστων τετραγωνικῶν πήχεων χιλίων (1000) ἀγρὸς ἢ οἰκόπεδον, κείμενον ἀπέναντι τοῦ Ζωολογικοῦ κήπου καὶ πλησίον τῆς οἰκίας τῆς κ. Ζυγομαλᾶ. Διὰ πλείονας πληροφορίας ἀποτείνεσθε πρὸς τὸν ἰδιοκτήτην εἰς τὸ Ξενοδοχεῖον Ἀλέξανδρον ἐν Ἀθήναις ὁδὸς Σταδίου.	[996, 1058, 1288, 1212]
obesity-text: Τὰ γνήσια καταπότια εὑρίσκονται εἰς ἅπαντα τὰ φαρμακεῖα	[556, 1339, 936, 1353]
life-agent: Κ. Μαριέλλης Παπαδόπουλος	[1040, 982, 1244, 997]
paragraph: Ὁ ἱεροξεταστής, ὅστις εἶχεν ἐλπίσει αὐτὸν τὸν νέον, μετεμέλετο σχεδὸν ἤδη, ἐπειδὴ εἶδε τὸ τοιοῦτον ὕφος ὡς αἵματος ἐκλησίας.	[8, 1139, 252, 1200]
obesity-brand: ΜΑΡΙΕΜΒΑΔ	[710, 1218, 908, 1254]
paragraph: — Δὲν ἀναγνωρίζουν τοὺς εὐγενεῖς, καὶ εἶναι εὐγενής.	[8, 716, 252, 746]
paragraph: — Οὐδόλως· δὲν ἀξιοῦν ταῦτα.	[20, 1403, 215, 1417]
news-item-lead: ΒΑΣΙΛΙΚΟΝ ΔΩΡΟΝ	[1302, 281, 1437, 295]
nazoraios-line1: ΕΙΣ ΤΗΝ ΠΡΩΙΝΗΝ, ΔΙΑ ΤΑΣ ΕΠΑΡΧΙΑΣ	[610, 163, 882, 177]
arthritis-address: Πλατεῖα Μητροπόλεως ὁδὸς Ντέκα ἀρ. 1	[1000, 621, 1284, 636]
nazoraios-judas: ΤΟΥ ΠΑΡΑΝΟΜΟΥ ΙΟΥΔΑ	[733, 341, 982, 362]
penny-item: — Ἐπὶ τούτων εἶναι 24 κυνηγοὶ, 95 τυπογράφοι καὶ 140 ζωγράφοι.	[1302, 1287, 1592, 1317]
nazoraios-desc: Ο ΝΑΖΩΡΑΙΟΣ εἶνε τὸ ἄσμα τῶν ἀσμάτων τῆς θρησκείας γραφόμενον ἀπὸ τὸν ποιητικώτερον συγγραφέα τῆς συγχρόνου Ἑλλάδος.	[510, 601, 982, 631]
portrait-signature: Dr. Schindler-Barnay	[533, 1258, 629, 1269]
nazoraios-desc: τοῦ ὁποίου τὰ ἔργα τόσον ἀπλήστως ἀναγινώσκονται	[576, 307, 916, 322]
arthritis-doctor: κ. ΑΡΙΣΤ. ΦΑΣΟΥΛΟΠΟΥΛΟΣ	[1045, 467, 1239, 481]
carpet-sign: Διεύθυνσις Μαρινῆς Σ. Μερικάκη Ταπητουργεῖον Λεωνιδίου.	[266, 1705, 496, 1735]
surgeon-text: Πρώην ἐσωτερικὸς ἰατρὸς τοῦ Δημ. Νοσοκομείου «Ἡ Ἐλπίς», ἐπὶ μακρὸν ἀσκηθεὶς εἰς τὰς κλινικὰς τῶν Παρισίων. Δέχεται ὥρας 10—12 π. μ. καὶ 2—5 μ. μ. Ὁδὸς Μενάνδρου 28 (παρὰ τὴν πλατεῖαν Ὁμονοίας).	[996, 1637, 1288, 1729]
paragraph: — Τίς αἰδεῖ;	[20, 700, 96, 715]
paragraph: — Ἐν τούτοις, θὰ θαυμάσῃς πόσον τῆς ἀληθείας καὶ τῆς σοφίας ὑπάρχει ἐν τοῖς πράγμασι τῆς καρδίας, ὅσον εἶσαι ἐν τῷ κόσμῳ.	[8, 1651, 252, 1712]
orphanage-text: Τὸ μέγιστον τοῦτο τῶν ἐν Ἑλλάδι ἐργοστασίων ἐπίπλων λειτουργεῖ ἀπὸ ἑνὸς ἤδη ἔτους μόνον διὰ λ/σμὸν τοῦ Ὀρφανοτροφείου διὸ καὶ συνίσταται εἰς τὸ ἐν Παρισίοις ἀντὶ μηχανοῦ ἐγκαταστάσεις. Διὸ εὑρίσκεται πάντοτε ἐφοδιασμένον παντὸς εἴδους ἐπίπλων, ἐκτελεῖται δὲ μὲ ὁλοπρεπεῖς παραγγελίας ἐπὶ τῇ βάσει τῶν ἐν Εὐρώπῃ τιμῶν.	[266, 776, 496, 930]
surgeon-title: ΓΕΩΡΓΙΟΣ Θ. ΠΑΝΑΓΑΚΟΣ	[1041, 1605, 1243, 1621]
orphanage-kicker: ΟΡΦΑΝΟΤΡΟΦΕΙΟΝ	[305, 722, 457, 739]
